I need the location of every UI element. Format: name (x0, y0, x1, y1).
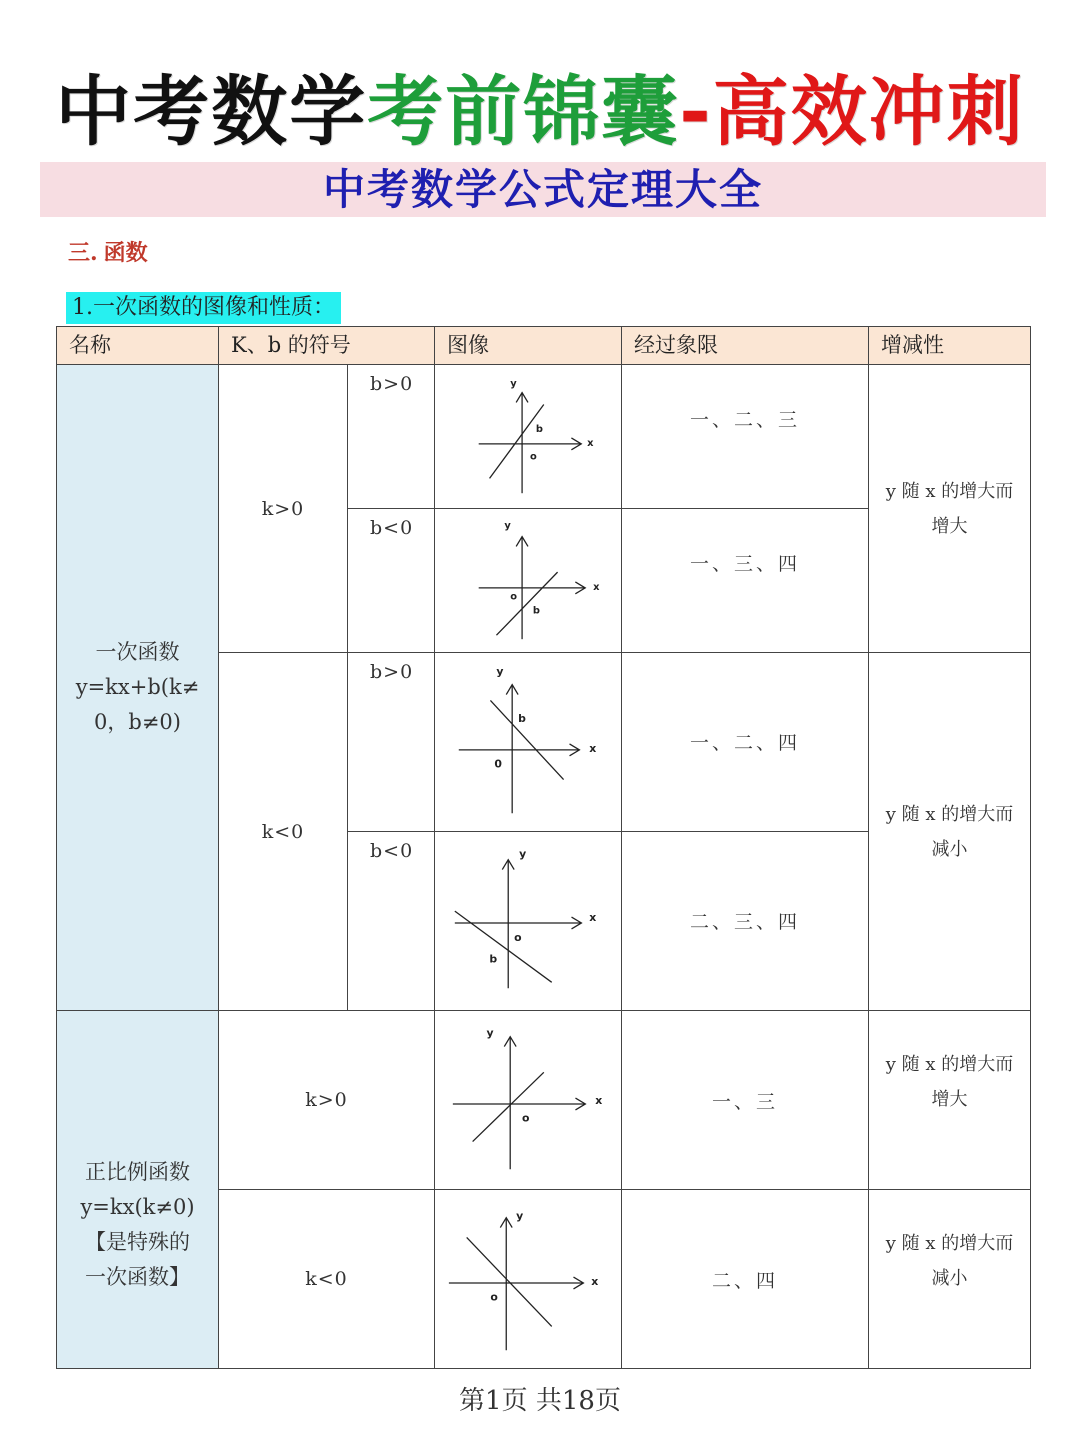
axis-x-label: x (595, 1093, 603, 1107)
main-title (0, 62, 1080, 162)
linear-name-line-3: 0，b≠0) (94, 710, 181, 734)
graph-k-neg-b-pos (434, 652, 622, 832)
axis-y-label: y (516, 1209, 524, 1223)
axis-x-label: x (589, 741, 597, 755)
header-kb-sign: K、b 的符号 (218, 326, 435, 365)
trend-line-1: y 随 x 的增大而 (885, 1054, 1014, 1075)
page-footer: 第1页 共18页 (459, 1386, 621, 1416)
b-negative-cell-1: b<0 (347, 508, 435, 653)
quadrants-cell-3 (621, 652, 869, 832)
trend-line-2: 增大 (931, 1089, 968, 1110)
header-graph: 图像 (434, 326, 622, 365)
axis-y-label: y (504, 520, 511, 532)
graph-k-pos-b-neg (434, 508, 622, 653)
prop-name-line-3: 【是特殊的 (84, 1229, 190, 1254)
header-name: 名称 (56, 326, 219, 365)
proportional-function-name (56, 1010, 219, 1369)
k-negative-cell-prop: k<0 (218, 1189, 435, 1369)
b-positive-cell-2: b>0 (347, 652, 435, 832)
linear-function-table (56, 326, 1031, 1369)
trend-line-2: 减小 (931, 1268, 968, 1289)
axis-y-label: y (519, 847, 527, 861)
quadrants-text: 一、二、三 (689, 409, 800, 431)
origin-label: o (514, 930, 522, 944)
trend-line-1: y 随 x 的增大而 (885, 1233, 1014, 1254)
graph-prop-k-neg (434, 1189, 622, 1369)
trend-decrease-prop (868, 1189, 1031, 1369)
trend-increase-prop (868, 1010, 1031, 1190)
quadrants-cell-5: 一、三 (621, 1010, 869, 1190)
title-part-2: 考前锦囊 (367, 67, 680, 156)
trend-line-2: 减小 (931, 838, 968, 860)
axis-x-label: x (593, 581, 600, 593)
quadrants-text: 二、三、四 (689, 911, 800, 933)
quadrants-cell-1 (621, 364, 869, 509)
section-heading (68, 236, 148, 267)
prop-name-line-1: 正比例函数 (84, 1159, 190, 1184)
subtitle-banner: 中考数学公式定理大全 (40, 162, 1046, 217)
axis-x-label: x (589, 911, 597, 924)
k-positive-cell-prop: k>0 (218, 1010, 435, 1190)
axis-x-label: x (587, 437, 594, 449)
trend-increase-linear (868, 364, 1031, 653)
intercept-label: b (489, 952, 498, 966)
b-negative-cell-2: b<0 (347, 831, 435, 1011)
k-positive-cell: k>0 (218, 364, 348, 653)
b-positive-cell-1: b>0 (347, 364, 435, 509)
trend-decrease-linear (868, 652, 1031, 1011)
origin-label: 0 (494, 757, 502, 771)
origin-label: o (522, 1111, 530, 1125)
origin-label: o (529, 451, 537, 463)
graph-k-neg-b-neg (434, 831, 622, 1011)
axis-y-label: y (496, 664, 504, 678)
trend-line-1: y 随 x 的增大而 (885, 803, 1014, 825)
intercept-label: b (532, 605, 540, 617)
graph-prop-k-pos (434, 1010, 622, 1190)
linear-name-line-2: y=kx+b(k≠ (75, 675, 200, 699)
title-part-3: -高效冲刺 (679, 67, 1025, 156)
subsection-heading: 1.一次函数的图像和性质： (66, 292, 341, 324)
intercept-label: b (518, 712, 526, 726)
quadrants-cell-4 (621, 831, 869, 1011)
axis-y-label: y (486, 1026, 494, 1040)
graph-k-pos-b-pos (434, 364, 622, 509)
quadrants-text: 一、二、四 (689, 732, 800, 754)
header-quadrants: 经过象限 (621, 326, 869, 365)
intercept-label: b (535, 424, 543, 436)
header-monotonicity: 增减性 (868, 326, 1031, 365)
linear-name-line-1: 一次函数 (95, 640, 180, 664)
quadrants-text: 一、三、四 (689, 553, 800, 575)
origin-label: o (510, 591, 518, 603)
quadrants-cell-2 (621, 508, 869, 653)
linear-function-name (56, 364, 219, 1011)
k-negative-cell: k<0 (218, 652, 348, 1011)
trend-line-1: y 随 x 的增大而 (885, 480, 1014, 502)
trend-line-2: 增大 (931, 515, 968, 537)
axis-y-label: y (510, 378, 517, 390)
title-part-1: 中考数学 (55, 67, 368, 156)
prop-name-line-2: y=kx(k≠0) (80, 1194, 195, 1219)
section-number: 三. (68, 240, 98, 266)
origin-label: o (490, 1290, 498, 1304)
prop-name-line-4: 一次函数】 (84, 1264, 190, 1289)
quadrants-cell-6: 二、四 (621, 1189, 869, 1369)
axis-x-label: x (591, 1274, 599, 1288)
section-label: 函数 (103, 240, 148, 266)
